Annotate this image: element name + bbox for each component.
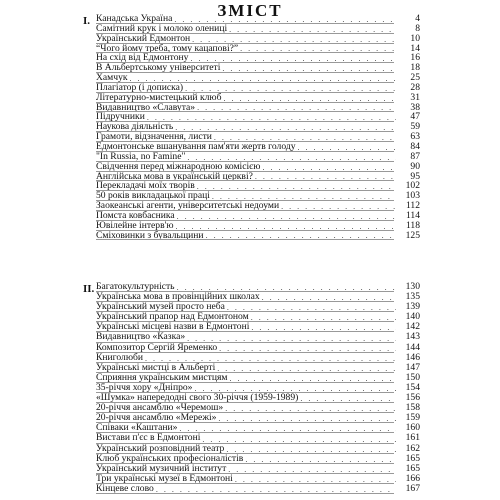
toc-entry-title: Заокеанські агенти, університетські недоуми — [96, 200, 280, 212]
dot-leader — [223, 94, 396, 103]
dot-leader — [218, 414, 396, 423]
toc-entry-page-number: 142 — [405, 321, 420, 333]
toc-entry-title: 50 років викладацької праці — [96, 190, 210, 202]
toc-entry-title: В Альбертському університеті — [96, 62, 221, 74]
toc-entry-page-number: 14 — [410, 42, 420, 54]
toc-entry-title: Українські місцеві назви в Едмонтоні — [96, 321, 250, 333]
section-numeral: I. — [83, 15, 91, 27]
toc-entry-page-number: 161 — [405, 432, 420, 444]
toc-section-2 — [84, 282, 420, 494]
toc-entry-page-number: 143 — [405, 331, 420, 343]
dot-leader — [228, 465, 396, 474]
toc-entry-page-number: 90 — [410, 160, 420, 172]
toc-entry-page-number: 8 — [415, 22, 420, 34]
dot-leader — [217, 364, 396, 373]
toc-entry — [84, 231, 420, 241]
toc-entry-title: Українські мистці в Альберті — [96, 361, 216, 373]
dot-leader — [262, 163, 396, 172]
toc-entry — [84, 63, 420, 73]
toc-entry-title: 20-річчя ансамблю «Мережі» — [96, 412, 217, 424]
dot-leader — [177, 212, 396, 221]
toc-section-1 — [84, 14, 420, 240]
toc-entry-title: Сприяння українським мистцям — [96, 371, 228, 383]
toc-entry-title: Грамоти, відзначення, листи — [96, 131, 212, 143]
toc-entry — [84, 433, 420, 443]
dot-leader — [219, 344, 396, 353]
toc-entry-title: Книголюби — [96, 351, 144, 363]
toc-entries — [84, 282, 420, 494]
dot-leader — [281, 202, 396, 211]
toc-entry-page-number: 166 — [405, 472, 420, 484]
toc-entry-page-number: 130 — [405, 281, 420, 292]
toc-entry-page-number: 165 — [405, 462, 420, 474]
toc-entry-title: "In Russia, no Famine" — [96, 150, 186, 162]
toc-entry-title: Українська мова в провінційних школах — [96, 291, 260, 303]
toc-entry-page-number: 84 — [410, 140, 420, 152]
toc-entry-page-number: 158 — [405, 402, 420, 414]
toc-entry-title: Композитор Сергій Яременко — [96, 341, 218, 353]
dot-leader — [202, 435, 396, 444]
toc-entry-title: Український музичний інститут — [96, 462, 227, 474]
dot-leader — [229, 374, 396, 383]
toc-entry-page-number: 114 — [405, 209, 420, 221]
toc-entry-page-number: 156 — [405, 392, 420, 404]
toc-entry-page-number: 147 — [405, 361, 420, 373]
toc-entry-page-number: 144 — [405, 341, 420, 353]
toc-entry-title: “Чого йому треба, тому кацапові?” — [96, 42, 239, 54]
dot-leader — [179, 424, 396, 433]
toc-entry-page-number: 95 — [410, 170, 420, 182]
toc-entry-title: Хамчук — [96, 72, 128, 84]
toc-entry-title: Український Едмонтон — [96, 32, 191, 44]
toc-entry-title: Канадська Україна — [96, 13, 173, 24]
toc-entry-title: Самітний крук і молоко олениці — [96, 22, 228, 34]
toc-entry-page-number: 159 — [405, 412, 420, 424]
toc-entry-page-number: 102 — [405, 180, 420, 192]
toc-entry-page-number: 165 — [405, 452, 420, 464]
toc-entry-title: Український прапор над Едмонтоном — [96, 311, 249, 323]
toc-entry-title: Клюб українських професіоналістів — [96, 452, 244, 464]
toc-entry-page-number: 154 — [405, 381, 420, 393]
toc-entry-title: Ювілейне інтерв'ю — [96, 219, 174, 231]
dot-leader — [225, 404, 396, 413]
dot-leader — [245, 455, 396, 464]
toc-entry-title: 20-річчя ансамблю «Черемош» — [96, 402, 224, 414]
dot-leader — [298, 143, 396, 152]
dot-leader — [255, 172, 396, 181]
dot-leader — [190, 54, 396, 63]
toc-entry-title: Помста ковбасника — [96, 209, 175, 221]
toc-entry-title: Співаки «Каштани» — [96, 422, 178, 434]
toc-entry-title: Літературно-мистецький клюб — [96, 91, 222, 103]
toc-entry-page-number: 167 — [405, 482, 420, 494]
toc-entry-title: Підручники — [96, 111, 145, 123]
section-numeral: II. — [83, 283, 95, 295]
toc-entry-page-number: 47 — [410, 111, 420, 123]
toc-entry-title: Наукова діяльність — [96, 121, 174, 133]
dot-leader — [229, 25, 396, 34]
dot-leader — [251, 323, 396, 332]
toc-entry-page-number: 10 — [410, 32, 420, 44]
toc-entry-page-number: 146 — [405, 351, 420, 363]
dot-leader — [240, 44, 396, 53]
toc-entry-page-number: 38 — [410, 101, 420, 113]
toc-entry-title: Плагіатор (і дописка) — [96, 81, 184, 93]
toc-entry-title: Видавництво «Казка» — [96, 331, 186, 343]
dot-leader — [235, 475, 396, 484]
toc-entry-page-number: 140 — [405, 311, 420, 323]
dot-leader — [300, 394, 396, 403]
toc-entry-page-number: 16 — [410, 52, 420, 64]
toc-entry-page-number: 162 — [405, 442, 420, 454]
toc-entry-page-number: 135 — [405, 291, 420, 303]
dot-leader — [251, 313, 396, 322]
dot-leader — [187, 334, 396, 343]
toc-entry-page-number: 125 — [405, 229, 420, 241]
dot-leader — [227, 303, 396, 312]
toc-entry-title: Едмонтонське вшанування пам'яти жертв голоду — [96, 140, 296, 152]
toc-entry-title: Перекладачі моїх творів — [96, 180, 195, 192]
toc-entry-page-number: 103 — [405, 190, 420, 202]
toc-entry-page-number: 63 — [410, 131, 420, 143]
dot-leader — [206, 231, 396, 240]
toc-entry-title: 35-річчя хору «Дніпро» — [96, 381, 193, 393]
toc-entry-title: Вистави п'єс в Едмонтоні — [96, 432, 201, 444]
dot-leader — [226, 445, 396, 454]
dot-leader — [197, 103, 396, 112]
toc-entry-page-number: 18 — [410, 62, 420, 74]
dot-leader — [156, 485, 396, 494]
toc-entry-page-number: 59 — [410, 121, 420, 133]
dot-leader — [147, 113, 396, 122]
toc-entry-title: Український розповідний театр — [96, 442, 225, 454]
toc-entry-title: На схід від Едмонтону — [96, 52, 189, 64]
toc-entry-page-number: 87 — [410, 150, 420, 162]
toc-entry-page-number: 4 — [415, 13, 420, 24]
toc-entry-page-number: 139 — [405, 301, 420, 313]
toc-entry-page-number: 112 — [405, 200, 420, 212]
toc-entry-page-number: 160 — [405, 422, 420, 434]
toc-entry-page-number: 25 — [410, 72, 420, 84]
dot-leader — [197, 182, 396, 191]
toc-entry-page-number: 31 — [410, 91, 420, 103]
toc-entry-title: Свідчення перед міжнародною комісією — [96, 160, 261, 172]
dot-leader — [222, 64, 396, 73]
toc-entry-title: Англійська мова в українській церкві? — [96, 170, 253, 182]
dot-leader — [176, 222, 397, 231]
toc-entry-page-number: 118 — [405, 219, 420, 231]
toc-entry-title: Видавництво «Славута» — [96, 101, 196, 113]
toc-entry — [84, 484, 420, 494]
toc-entry-title: Три українські музеї в Едмонтоні — [96, 472, 233, 484]
toc-entry-page-number: 150 — [405, 371, 420, 383]
toc-entry-title: Кінцеве слово — [96, 482, 154, 494]
toc-entries — [84, 14, 420, 240]
toc-entry-title: Сміховинки з бувальщини — [96, 229, 204, 241]
toc-entry-title: «Шумка» напередодні свого 30-річчя (1959-1989) — [96, 392, 299, 404]
toc-entry-title: Багатокультурність — [96, 281, 175, 292]
page-title: ЗМІСТ — [217, 1, 283, 20]
toc-entry-page-number: 28 — [410, 81, 420, 93]
dot-leader — [262, 293, 396, 302]
toc-entry-title: Український музей просто неба — [96, 301, 225, 313]
